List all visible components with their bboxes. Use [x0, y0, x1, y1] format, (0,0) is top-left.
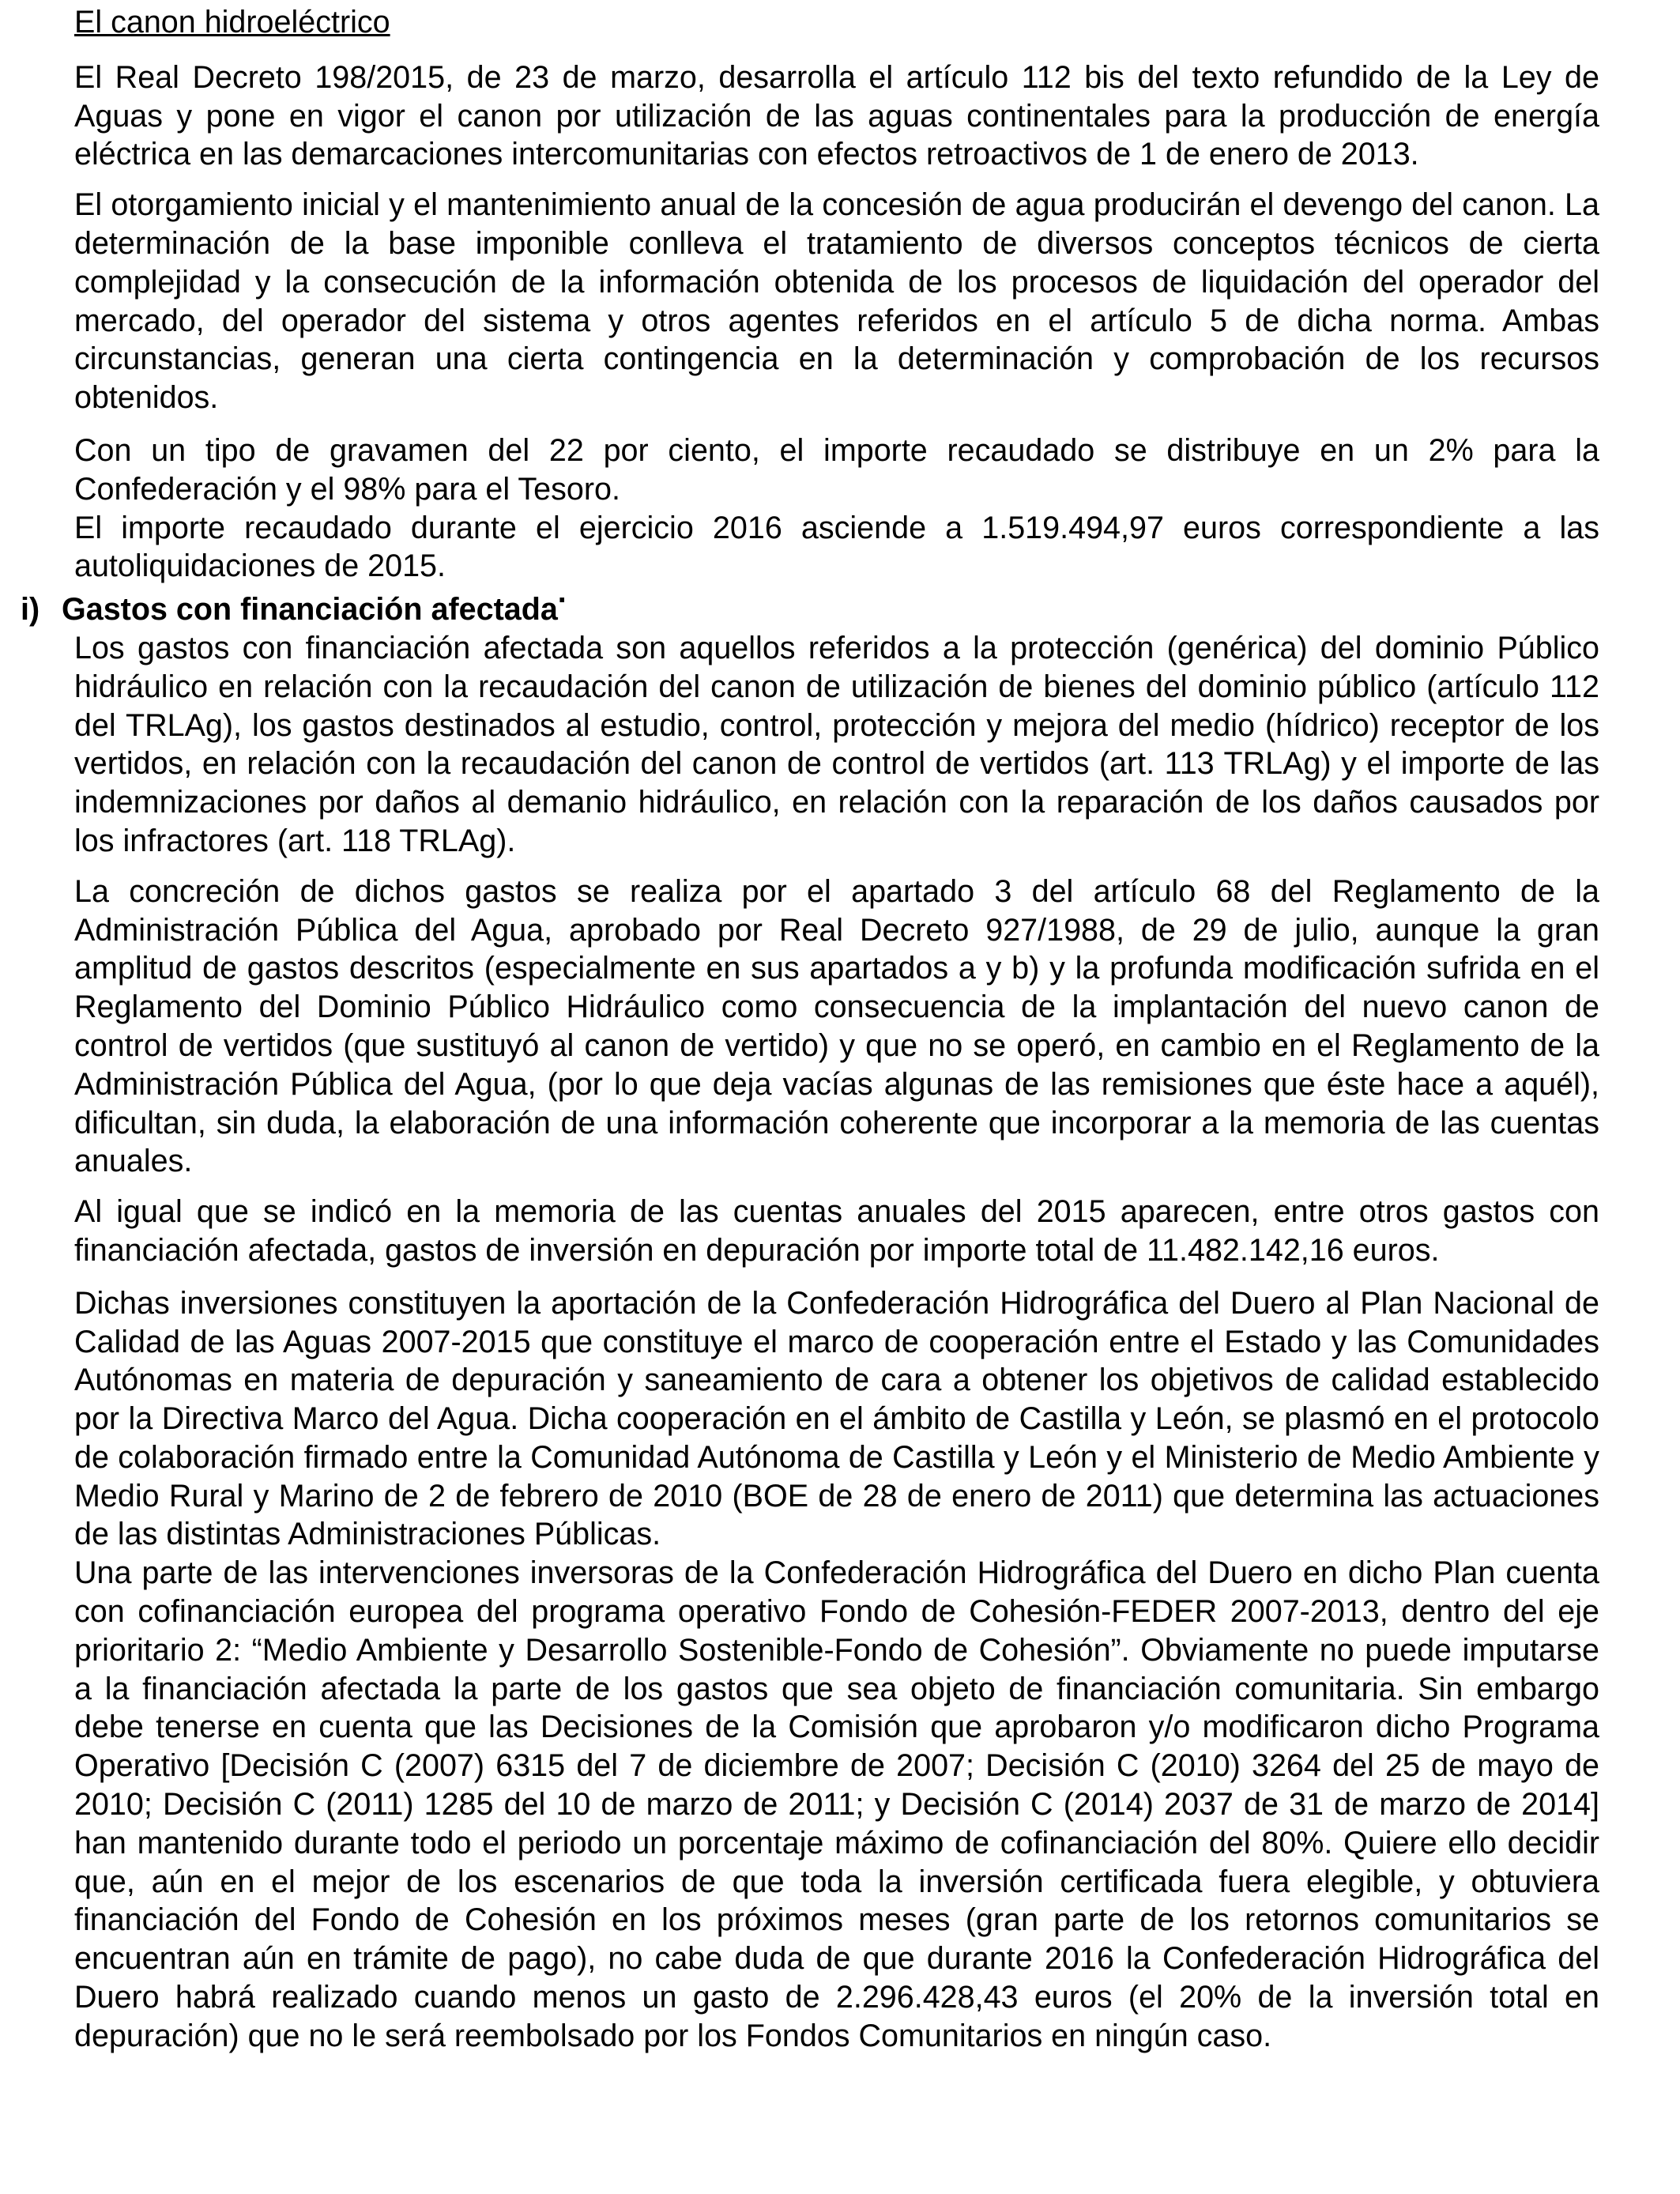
document-page	[21, 0, 1599, 2056]
paragraph-real-decreto: El Real Decreto 198/2015, de 23 de marzo, desarrolla el artículo 112 bis del texto refundido de la Ley de Aguas y pone en vigor el canon por utilización de las aguas continentales para la producción de energía eléctrica en las demarcaciones intercomunitarias con efectos retroactivos de 1 de enero de 2013.	[74, 59, 1599, 172]
paragraph-cofinanciacion-europea: Una parte de las intervenciones inversoras de la Confederación Hidrográfica del Duero en dicho Plan cuenta con cofinanciación europea del programa operativo Fondo de Cohesión-FEDER 2007-2013, dentro del eje prioritario 2: “Medio Ambiente y Desarrollo Sostenible-Fondo de Cohesión”. Obviamente no puede imputarse a la financiación afectada la parte de los gastos que sea objeto de financiación comunitaria. Sin embargo debe tenerse en cuenta que las Decisiones de la Comisión que aprobaron y/o modificaron dicho Programa Operativo [Decisión C (2007) 6315 del 7 de diciembre de 2007; Decisión C (2010) 3264 del 25 de mayo de 2010; Decisión C (2011) 1285 del 10 de marzo de 2011; y Decisión C (2014) 2037 de 31 de marzo de 2014] han mantenido durante todo el periodo un porcentaje máximo de cofinanciación del 80%. Quiere ello decidir que, aún en el mejor de los escenarios de que toda la inversión certificada fuera elegible, y obtuviera financiación del Fondo de Cohesión en los próximos meses (gran parte de los retornos comunitarios se encuentran aún en trámite de pago), no cabe duda de que durante 2016 la Confederación Hidrográfica del Duero habrá realizado cuando menos un gasto de 2.296.428,43 euros (el 20% de la inversión total en depuración) que no le será reembolsado por los Fondos Comunitarios en ningún caso.	[74, 1555, 1599, 2053]
section-heading	[21, 575, 1599, 629]
paragraph-tipo-gravamen: Con un tipo de gravamen del 22 por ciento, el importe recaudado se distribuye en un 2% para la Confederación y el 98% para el Tesoro.	[74, 432, 1599, 507]
paragraph-importe-recaudado: El importe recaudado durante el ejercicio 2016 asciende a 1.519.494,97 euros correspondiente a las autoliquidaciones de 2015.	[74, 510, 1599, 584]
paragraph-inversion-depuracion: Al igual que se indicó en la memoria de las cuentas anuales del 2015 aparecen, entre otros gastos con financiación afectada, gastos de inversión en depuración por importe total de 11.482.142,16 euros.	[74, 1194, 1599, 1268]
paragraph-concrecion-gastos: La concreción de dichos gastos se realiza por el apartado 3 del artículo 68 del Reglamento de la Administración Pública del Agua, aprobado por Real Decreto 927/1988, de 29 de julio, aunque la gran amplitud de gastos descritos (especialmente en sus apartados a y b) y la profunda modificación sufrida en el Reglamento del Dominio Público Hidráulico como consecuencia de la implantación del nuevo canon de control de vertidos (que sustituyó al canon de vertido) y que no se operó, en cambio en el Reglamento de la Administración Pública del Agua, (por lo que deja vacías algunas de las remisiones que éste hace a aquél), dificultan, sin duda, la elaboración de una información coherente que incorporar a la memoria de las cuentas anuales.	[74, 873, 1599, 1179]
paragraph-devengo-canon: El otorgamiento inicial y el mantenimiento anual de la concesión de agua producirán el devengo del canon. La determinación de la base imponible conlleva el tratamiento de diversos conceptos técnicos de cierta complejidad y la consecución de la información obtenida de los procesos de liquidación del operador del mercado, del operador del sistema y otros agentes referidos en el artículo 5 de dicha norma. Ambas circunstancias, generan una cierta contingencia en la determinación y comprobación de los recursos obtenidos.	[74, 187, 1599, 416]
heading-label: i)	[21, 592, 40, 628]
heading-mark: .	[557, 575, 567, 610]
section-title: El canon hidroeléctrico	[74, 5, 390, 40]
paragraph-gastos-definicion: Los gastos con financiación afectada son aquellos referidos a la protección (genérica) del dominio Público hidráulico en relación con la recaudación del canon de utilización de bienes del dominio público (artículo 112 del TRLAg), los gastos destinados al estudio, control, protección y mejora del medio (hídrico) receptor de los vertidos, en relación con la recaudación del canon de control de vertidos (art. 113 TRLAg) y el importe de las indemnizaciones por daños al demanio hidráulico, en relación con la reparación de los daños causados por los infractores (art. 118 TRLAg).	[74, 630, 1599, 858]
heading-text: Gastos con financiación afectada	[62, 592, 558, 628]
paragraph-plan-nacional: Dichas inversiones constituyen la aportación de la Confederación Hidrográfica del Duero al Plan Nacional de Calidad de las Aguas 2007-2015 que constituye el marco de cooperación entre el Estado y las Comunidades Autónomas en materia de depuración y saneamiento de cara a obtener los objetivos de calidad establecido por la Directiva Marco del Agua. Dicha cooperación en el ámbito de Castilla y León, se plasmó en el protocolo de colaboración firmado entre la Comunidad Autónoma de Castilla y León y el Ministerio de Medio Ambiente y Medio Rural y Marino de 2 de febrero de 2010 (BOE de 28 de enero de 2011) que determina las actuaciones de las distintas Administraciones Públicas.	[74, 1285, 1599, 1552]
